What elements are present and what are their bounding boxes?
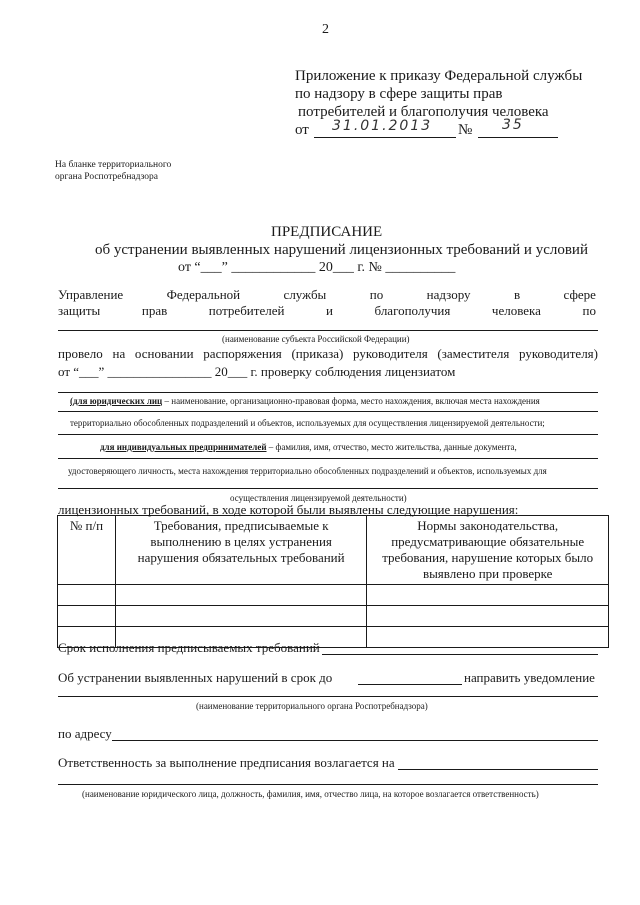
table-row xyxy=(58,606,609,627)
document-subtitle: об устранении выявленных нарушений лицензионных требований и условий xyxy=(95,242,588,258)
deadline-label: Срок исполнения предписываемых требований xyxy=(58,640,320,655)
responsibility-field-2[interactable] xyxy=(58,784,598,785)
elimination-label: Об устранении выявленных нарушений в срок до xyxy=(58,670,333,685)
violations-intro: лицензионных требований, в ходе которой были выявлены следующие нарушения: xyxy=(58,502,519,517)
deadline-field[interactable] xyxy=(322,654,598,655)
conducted-line-1: провело на основании распоряжения (приказа) руководителя (заместителя руководителя) xyxy=(58,346,598,361)
appendix-line-1: Приложение к приказу Федеральной службы xyxy=(295,68,583,84)
management-line-2: защиты прав потребителей и благополучия человека по xyxy=(58,303,596,318)
header-number: № п/п xyxy=(58,516,116,585)
appendix-line-3: потребителей и благополучия человека xyxy=(298,104,549,120)
header-norms: Нормы законодательства, предусматривающие обязательные требования, нарушение которых было выявлено при проверке xyxy=(367,516,609,585)
responsibility-caption: (наименование юридического лица, должность, фамилия, имя, отчество лица, на которое возлагается ответственность) xyxy=(82,789,539,799)
org-name-field[interactable] xyxy=(58,696,598,697)
entrepreneur-caption-3: осуществления лицензируемой деятельности) xyxy=(230,493,407,503)
appendix-number-label: № xyxy=(458,122,473,138)
appendix-line-2: по надзору в сфере защиты прав xyxy=(295,86,503,102)
responsibility-field[interactable] xyxy=(398,769,598,770)
table-row xyxy=(58,585,609,606)
conducted-line-2: от “___” ________________ 20___ г. проверку соблюдения лицензиатом xyxy=(58,364,456,379)
header-requirements: Требования, предписываемые к выполнению в целях устранения нарушения обязательных требований xyxy=(115,516,367,585)
document-title: ПРЕДПИСАНИЕ xyxy=(271,224,383,240)
table-header-row xyxy=(58,516,609,585)
legal-entity-caption: (для юридических лиц – наименование, организационно-правовая форма, место нахождения, включая места нахождения xyxy=(70,396,540,406)
org-caption: (наименование территориального органа Роспотребнадзора) xyxy=(196,701,428,711)
entrepreneur-caption: для индивидуальных предпринимателей – фамилия, имя, отчество, место жительства, данные документа, xyxy=(100,442,517,452)
appendix-from-label: от xyxy=(295,122,309,138)
appendix-date-handwritten: 31.01.2013 xyxy=(332,118,433,134)
address-label: по адресу xyxy=(58,726,112,741)
address-field[interactable] xyxy=(112,740,598,741)
legal-entity-caption-2: территориально обособленных подразделений и объектов, используемых для осуществления лицензируемой деятельности; xyxy=(70,418,545,428)
management-line-1: Управление Федеральной службы по надзору в сфере xyxy=(58,287,596,302)
responsibility-label: Ответственность за выполнение предписания возлагается на xyxy=(58,755,395,770)
letterhead-line-2: органа Роспотребнадзора xyxy=(55,172,158,182)
entrepreneur-caption-2: удостоверяющего личность, места нахождения территориально обособленных подразделений и объектов, используемых для xyxy=(68,466,547,476)
page-number: 2 xyxy=(322,22,329,37)
document-date-line: от “___” ____________ 20___ г. № __________ xyxy=(178,260,456,275)
elimination-date-field[interactable] xyxy=(358,684,462,685)
notify-label: направить уведомление xyxy=(464,670,595,685)
appendix-number-handwritten: 35 xyxy=(502,117,524,133)
violations-table xyxy=(57,515,609,648)
letterhead-line-1: На бланке территориального xyxy=(55,160,172,170)
subject-caption: (наименование субъекта Российской Федерации) xyxy=(222,334,410,344)
